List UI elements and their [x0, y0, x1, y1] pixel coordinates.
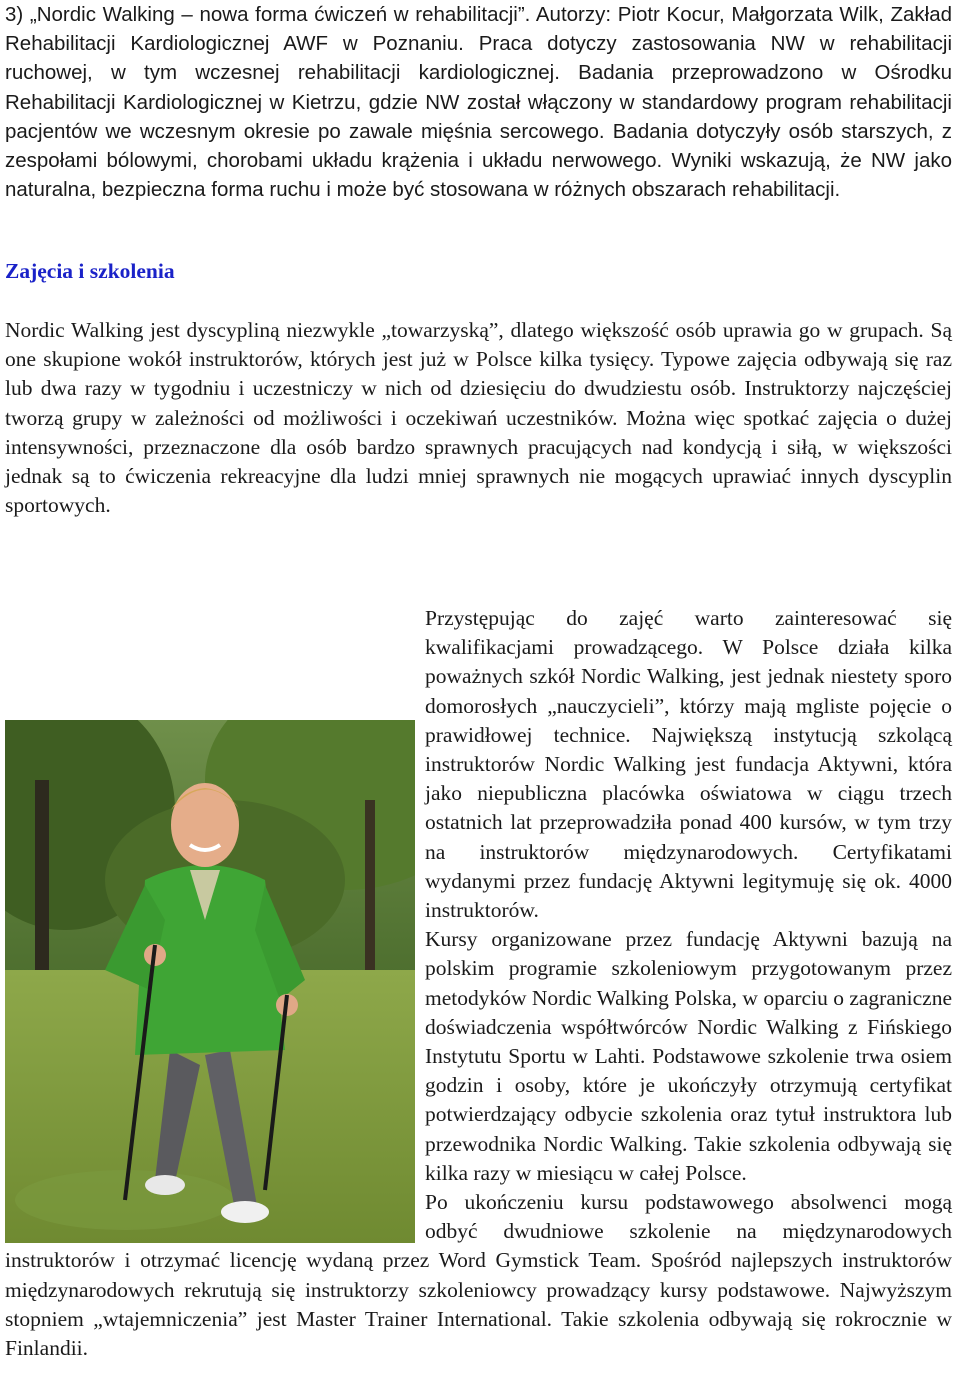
paragraph-group-activities: Nordic Walking jest dyscypliną niezwykle „towarzyską”, dlatego większość osób uprawia go w grupach. Są one skupione wokół instruktorów, których jest już w Polsce kilka tysięcy. Typowe zajęcia odbywają się raz lub dwa razy w tygodniu i uczestniczy w nich od dziesięciu do dwudziestu osób. Instruktorzy najczęściej tworzą grupy w zależności od możliwości i oczekiwań uczestników. Można więc spotkać zajęcia o dużej intensywności, przeznaczone dla osób bardzo sprawnych pracujących nad kondycją i siłą, w większości jednak są to ćwiczenia rekreacyjne dla ludzi mniej sprawnych nie mogących uprawiać innych dyscyplin sportowych. — [5, 318, 952, 518]
paragraph-research-summary: 3) „Nordic Walking – nowa forma ćwiczeń w rehabilitacji”. Autorzy: Piotr Kocur, Małgorzata Wilk, Zakład Rehabilitacji Kardiologicznej AWF w Poznaniu. Praca dotyczy zastosowania NW w rehabilitacji ruchowej, w tym wczesnej rehabilitacji kardiologicznej. Badania przeprowadzono w Ośrodku Rehabilitacji Kardiologicznej w Kietrzu, gdzie NW został włączony w standardowy program rehabilitacji pacjentów we wczesnym okresie po zawale mięśnia sercowego. Badania dotyczyły osób starszych, z zespołami bólowymi, chorobami układu krążenia i układu nerwowego. Wyniki wskazują, że NW jako naturalna, bezpieczna forma ruchu i może być stosowana w różnych obszarach rehabilitacji. — [5, 3, 952, 202]
section-heading: Zajęcia i szkolenia — [5, 259, 175, 283]
paragraph-international: Po ukończeniu kursu podstawowego absolwenci mogą odbyć dwudniowe szkolenie na międzynarodowych instruktorów i otrzymać licencję wydaną przez Word Gymstick Team. Spośród najlepszych instruktorów międzynarodowych rekrutują się instruktorzy szkoleniowcy prowadzący kursy podstawowe. Najwyższym stopniem „wtajemniczenia” jest Master Trainer International. Takie szkolenia odbywają się rokrocznie w Finlandii. — [5, 1190, 952, 1361]
paragraph-qualifications: Przystępując do zajęć warto zainteresować się kwalifikacjami prowadzącego. W Polsce działa kilka poważnych szkół Nordic Walking, jest jednak niestety sporo domorosłych „nauczycieli”, którzy mają mgliste pojęcie o prawidłowej technice. Największą instytucją szkolącą instruktorów Nordic Walking jest fundacja Aktywni, która jako niepubliczna placówka oświatowa w ciągu trzech ostatnich lat przeprowadziła ponad 400 kursów, w tym trzy na instruktorów międzynarodowych. Certyfikatami wydanymi przez fundację Aktywni legitymuję się ok. 4000 instruktorów. — [425, 606, 952, 923]
nordic-walker-photo — [5, 720, 415, 1243]
paragraph-courses: Kursy organizowane przez fundację Aktywni bazują na polskim programie szkoleniowym przygotowanym przez metodyków Nordic Walking Polska, w oparciu o zagraniczne doświadczenia współtwórców Nordic Walking z Fińskiego Instytutu Sportu w Lahti. Podstawowe szkolenie trwa osiem godzin i osoby, które je ukończyły otrzymują certyfikat potwierdzający odbycie szkolenia oraz tytuł instruktora lub przewodnika Nordic Walking. Takie szkolenia odbywają się kilka razy w miesiącu w całej Polsce. — [425, 927, 952, 1185]
photo-container — [5, 713, 415, 1243]
